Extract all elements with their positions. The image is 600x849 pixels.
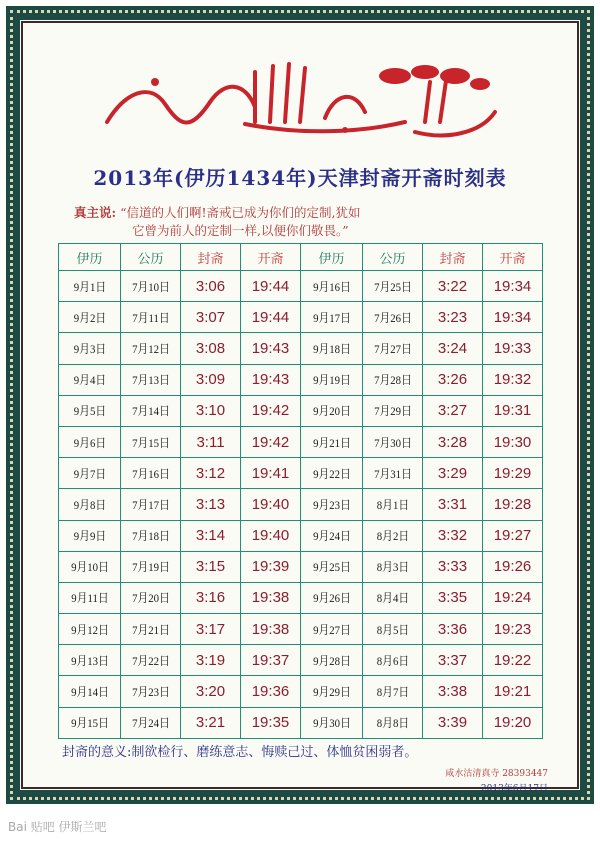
iftar-time: 19:38	[241, 614, 301, 645]
iftar-time: 19:31	[483, 395, 543, 426]
iftar-time: 19:42	[241, 426, 301, 457]
hijri-date: 9月11日	[62, 582, 118, 613]
iftar-time: 19:39	[241, 551, 301, 582]
hijri-date: 9月12日	[62, 614, 118, 645]
verse-speaker: 真主说:	[74, 205, 117, 220]
gregorian-date: 7月17日	[124, 489, 178, 520]
suhoor-time: 3:15	[181, 551, 241, 582]
hijri-date: 9月17日	[304, 302, 360, 333]
gregorian-date: 7月10日	[124, 271, 178, 302]
gregorian-date: 7月29日	[366, 395, 420, 426]
suhoor-time: 3:27	[423, 395, 483, 426]
gregorian-date: 7月15日	[124, 426, 178, 457]
suhoor-time: 3:17	[181, 614, 241, 645]
iftar-time: 19:41	[241, 458, 301, 489]
header-gregorian: 公历	[363, 244, 423, 271]
gregorian-date: 7月27日	[366, 333, 420, 364]
hijri-date: 9月16日	[304, 271, 360, 302]
table-row	[59, 582, 543, 613]
gregorian-date: 7月13日	[124, 364, 178, 395]
suhoor-time: 3:36	[423, 614, 483, 645]
suhoor-time: 3:33	[423, 551, 483, 582]
suhoor-time: 3:28	[423, 426, 483, 457]
hijri-date: 9月10日	[62, 551, 118, 582]
hijri-date: 9月8日	[62, 489, 118, 520]
suhoor-time: 3:10	[181, 395, 241, 426]
hijri-date: 9月21日	[304, 426, 360, 457]
gregorian-date: 7月26日	[366, 302, 420, 333]
hijri-date: 9月24日	[304, 520, 360, 551]
suhoor-time: 3:16	[181, 582, 241, 613]
suhoor-time: 3:09	[181, 364, 241, 395]
gregorian-date: 7月14日	[124, 395, 178, 426]
iftar-time: 19:34	[483, 271, 543, 302]
header-suhoor: 封斋	[181, 244, 241, 271]
gregorian-date: 7月11日	[124, 302, 178, 333]
hijri-date: 9月19日	[304, 364, 360, 395]
gregorian-date: 8月4日	[366, 582, 420, 613]
quran-verse	[74, 204, 554, 240]
table-row	[59, 302, 543, 333]
iftar-time: 19:37	[241, 645, 301, 676]
hijri-date: 9月3日	[62, 333, 118, 364]
gregorian-date: 7月25日	[366, 271, 420, 302]
hijri-date: 9月4日	[62, 364, 118, 395]
iftar-time: 19:21	[483, 676, 543, 707]
gregorian-date: 7月18日	[124, 520, 178, 551]
header-gregorian: 公历	[121, 244, 181, 271]
hijri-date: 9月15日	[62, 707, 118, 738]
suhoor-time: 3:24	[423, 333, 483, 364]
suhoor-time: 3:08	[181, 333, 241, 364]
suhoor-time: 3:39	[423, 707, 483, 738]
hijri-date: 9月29日	[304, 676, 360, 707]
suhoor-time: 3:38	[423, 676, 483, 707]
iftar-time: 19:26	[483, 551, 543, 582]
suhoor-time: 3:12	[181, 458, 241, 489]
iftar-time: 19:35	[241, 707, 301, 738]
svg-text:بسم الله الرحمن الرحيم: بسم الله الرحمن الرحيم	[300, 104, 401, 115]
table-header-row	[59, 244, 543, 271]
hijri-date: 9月7日	[62, 458, 118, 489]
hijri-date: 9月23日	[304, 489, 360, 520]
suhoor-time: 3:22	[423, 271, 483, 302]
fasting-meaning: 封斋的意义:制欲检行、磨练意志、悔赎己过、体恤贫困弱者。	[62, 745, 418, 760]
suhoor-time: 3:23	[423, 302, 483, 333]
iftar-time: 19:33	[483, 333, 543, 364]
iftar-time: 19:20	[483, 707, 543, 738]
suhoor-time: 3:26	[423, 364, 483, 395]
suhoor-time: 3:07	[181, 302, 241, 333]
table-row	[59, 458, 543, 489]
hijri-date: 9月1日	[62, 271, 118, 302]
gregorian-date: 7月23日	[124, 676, 178, 707]
hijri-date: 9月13日	[62, 645, 118, 676]
gregorian-date: 7月21日	[124, 614, 178, 645]
hijri-date: 9月9日	[62, 520, 118, 551]
table-row	[59, 271, 543, 302]
publisher: 咸水沽清真寺 28393447	[445, 769, 548, 779]
iftar-time: 19:40	[241, 520, 301, 551]
iftar-time: 19:43	[241, 333, 301, 364]
suhoor-time: 3:19	[181, 645, 241, 676]
iftar-time: 19:28	[483, 489, 543, 520]
iftar-time: 19:43	[241, 364, 301, 395]
hijri-date: 9月5日	[62, 395, 118, 426]
gregorian-date: 7月30日	[366, 426, 420, 457]
hijri-date: 9月30日	[304, 707, 360, 738]
gregorian-date: 8月1日	[366, 489, 420, 520]
iftar-time: 19:42	[241, 395, 301, 426]
gregorian-date: 7月12日	[124, 333, 178, 364]
publish-date: 2013年6月17日	[480, 784, 548, 794]
basmala-calligraphy	[95, 52, 505, 144]
iftar-time: 19:30	[483, 426, 543, 457]
hijri-date: 9月20日	[304, 395, 360, 426]
iftar-time: 19:44	[241, 271, 301, 302]
iftar-time: 19:44	[241, 302, 301, 333]
hijri-date: 9月18日	[304, 333, 360, 364]
hijri-date: 9月28日	[304, 645, 360, 676]
suhoor-time: 3:31	[423, 489, 483, 520]
suhoor-time: 3:37	[423, 645, 483, 676]
iftar-time: 19:27	[483, 520, 543, 551]
suhoor-time: 3:13	[181, 489, 241, 520]
gregorian-date: 7月28日	[366, 364, 420, 395]
verse-line-1: “信道的人们啊!斋戒已成为你们的定制,犹如	[120, 205, 361, 220]
hijri-date: 9月25日	[304, 551, 360, 582]
watermark: Bai 贴吧 伊斯兰吧	[8, 820, 107, 834]
gregorian-date: 8月5日	[366, 614, 420, 645]
hijri-date: 9月26日	[304, 582, 360, 613]
gregorian-date: 8月2日	[366, 520, 420, 551]
table-row	[59, 676, 543, 707]
suhoor-time: 3:21	[181, 707, 241, 738]
gregorian-date: 7月19日	[124, 551, 178, 582]
hijri-date: 9月6日	[62, 426, 118, 457]
table-row	[59, 426, 543, 457]
iftar-time: 19:36	[241, 676, 301, 707]
header-hijri: 伊历	[301, 244, 363, 271]
table-row	[59, 614, 543, 645]
iftar-time: 19:32	[483, 364, 543, 395]
iftar-time: 19:23	[483, 614, 543, 645]
verse-line-2: 它曾为前人的定制一样,以便你们敬畏。”	[132, 223, 349, 238]
gregorian-date: 7月31日	[366, 458, 420, 489]
suhoor-time: 3:35	[423, 582, 483, 613]
iftar-time: 19:40	[241, 489, 301, 520]
iftar-time: 19:29	[483, 458, 543, 489]
iftar-time: 19:38	[241, 582, 301, 613]
hijri-date: 9月27日	[304, 614, 360, 645]
iftar-time: 19:24	[483, 582, 543, 613]
gregorian-date: 8月6日	[366, 645, 420, 676]
table-row	[59, 551, 543, 582]
table-row	[59, 395, 543, 426]
suhoor-time: 3:14	[181, 520, 241, 551]
gregorian-date: 8月8日	[366, 707, 420, 738]
header-suhoor: 封斋	[423, 244, 483, 271]
iftar-time: 19:34	[483, 302, 543, 333]
hijri-date: 9月2日	[62, 302, 118, 333]
iftar-time: 19:22	[483, 645, 543, 676]
suhoor-time: 3:32	[423, 520, 483, 551]
gregorian-date: 7月20日	[124, 582, 178, 613]
fasting-schedule-table	[58, 243, 543, 739]
table-row	[59, 645, 543, 676]
suhoor-time: 3:20	[181, 676, 241, 707]
header-iftar: 开斋	[241, 244, 301, 271]
gregorian-date: 7月24日	[124, 707, 178, 738]
gregorian-date: 8月3日	[366, 551, 420, 582]
header-hijri: 伊历	[59, 244, 121, 271]
table-row	[59, 520, 543, 551]
gregorian-date: 8月7日	[366, 676, 420, 707]
page-title: 2013年(伊历1434年)天津封斋开斋时刻表	[93, 166, 507, 190]
gregorian-date: 7月16日	[124, 458, 178, 489]
table-row	[59, 364, 543, 395]
hijri-date: 9月22日	[304, 458, 360, 489]
suhoor-time: 3:29	[423, 458, 483, 489]
gregorian-date: 7月22日	[124, 645, 178, 676]
hijri-date: 9月14日	[62, 676, 118, 707]
suhoor-time: 3:11	[181, 426, 241, 457]
table-row	[59, 333, 543, 364]
suhoor-time: 3:06	[181, 271, 241, 302]
table-row	[59, 707, 543, 738]
header-iftar: 开斋	[483, 244, 543, 271]
table-row	[59, 489, 543, 520]
